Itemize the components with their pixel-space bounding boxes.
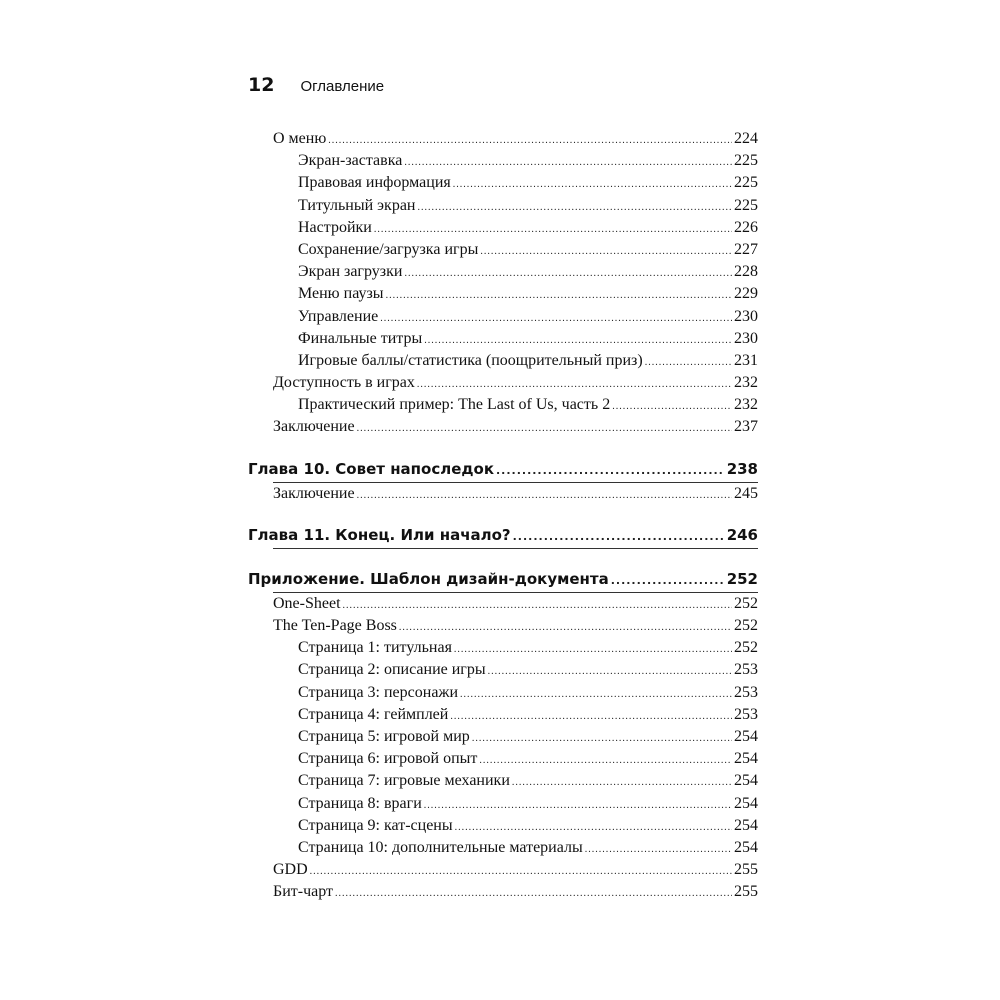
entry-title: Страница 5: игровой мир <box>298 727 470 745</box>
entry-title: Страница 7: игровые механики <box>298 772 510 790</box>
dot-leader <box>585 839 732 861</box>
entry-page-number: 254 <box>734 838 758 856</box>
entry-page-number: 253 <box>734 661 758 679</box>
toc-entry[interactable] <box>248 659 758 681</box>
chapter-entry[interactable] <box>248 523 758 547</box>
entry-title: Страница 4: геймплей <box>298 705 449 723</box>
entry-page-number: 254 <box>734 727 758 745</box>
table-of-contents <box>248 128 758 903</box>
dot-leader <box>374 219 732 241</box>
dot-leader <box>357 418 732 440</box>
dot-leader <box>512 772 732 794</box>
toc-entry[interactable] <box>248 859 758 881</box>
chapter-title: Глава 11. Конец. Или начало? <box>248 525 511 544</box>
entry-page-number: 237 <box>734 418 758 436</box>
entry-title: Заключение <box>273 418 355 436</box>
entry-page-number: 254 <box>734 794 758 812</box>
dot-leader <box>450 706 732 728</box>
entry-title: Настройки <box>298 218 372 236</box>
chapter-entry[interactable] <box>248 457 758 481</box>
entry-page-number: 226 <box>734 218 758 236</box>
dot-leader <box>453 174 732 196</box>
toc-entry[interactable] <box>248 483 758 505</box>
entry-title: Экран загрузки <box>298 263 403 281</box>
entry-title: Страница 3: персонажи <box>298 683 459 701</box>
dot-leader <box>496 459 725 483</box>
toc-entry[interactable] <box>248 261 758 283</box>
chapter-page-number: 246 <box>726 525 758 544</box>
toc-entry[interactable] <box>248 217 758 239</box>
dot-leader <box>611 569 725 593</box>
entry-page-number: 254 <box>734 772 758 790</box>
dot-leader <box>455 817 732 839</box>
entry-title: One-Sheet <box>273 594 341 612</box>
section-gap <box>248 505 758 523</box>
dot-leader <box>612 396 732 418</box>
entry-page-number: 245 <box>734 484 758 502</box>
dot-leader <box>479 750 732 772</box>
dot-leader <box>480 241 732 263</box>
dot-leader <box>417 374 732 396</box>
entry-page-number: 225 <box>734 174 758 192</box>
entry-page-number: 225 <box>734 196 758 214</box>
entry-title: Финальные титры <box>298 329 423 347</box>
dot-leader <box>328 130 732 152</box>
dot-leader <box>335 883 732 905</box>
entry-page-number: 252 <box>734 617 758 634</box>
toc-entry[interactable] <box>248 128 758 150</box>
entry-title: Заключение <box>273 484 355 502</box>
toc-entry[interactable] <box>248 283 758 305</box>
toc-entry[interactable] <box>248 637 758 659</box>
entry-page-number: 253 <box>734 705 758 723</box>
chapter-page-number: 252 <box>726 569 758 588</box>
chapter-entry[interactable] <box>248 567 758 591</box>
toc-entry[interactable] <box>248 195 758 217</box>
dot-leader <box>645 352 732 374</box>
chapter-page-number: 238 <box>726 459 758 478</box>
entry-title: Сохранение/загрузка игры <box>298 240 479 258</box>
entry-title: Правовая информация <box>298 174 451 192</box>
page-header <box>248 74 384 102</box>
entry-title: Титульный экран <box>298 196 416 214</box>
dot-leader <box>343 595 732 617</box>
toc-entry[interactable] <box>248 306 758 328</box>
entry-page-number: 225 <box>734 152 758 170</box>
toc-entry[interactable] <box>248 815 758 837</box>
dot-leader <box>460 684 732 706</box>
entry-title: The Ten-Page Boss <box>273 617 397 634</box>
entry-page-number: 253 <box>734 683 758 701</box>
toc-entry[interactable] <box>248 881 758 903</box>
toc-entry[interactable] <box>248 593 758 615</box>
dot-leader <box>399 617 732 639</box>
entry-title: Страница 6: игровой опыт <box>298 750 478 768</box>
entry-page-number: 254 <box>734 750 758 768</box>
entry-page-number: 254 <box>734 816 758 834</box>
toc-entry[interactable] <box>248 682 758 704</box>
dot-leader <box>380 308 732 330</box>
toc-entry[interactable] <box>248 350 758 372</box>
toc-entry[interactable] <box>248 770 758 792</box>
toc-entry[interactable] <box>248 172 758 194</box>
dot-leader <box>424 330 732 352</box>
entry-page-number: 224 <box>734 130 758 147</box>
page-number: 12 <box>248 74 275 96</box>
entry-page-number: 252 <box>734 594 758 612</box>
chapter-title: Глава 10. Совет напоследок <box>248 459 494 478</box>
entry-page-number: 232 <box>734 396 758 414</box>
toc-entry[interactable] <box>248 704 758 726</box>
entry-page-number: 255 <box>734 883 758 901</box>
entry-page-number: 252 <box>734 639 758 657</box>
toc-entry[interactable] <box>248 372 758 394</box>
dot-leader <box>488 661 732 683</box>
entry-title: Страница 2: описание игры <box>298 661 486 679</box>
toc-entry[interactable] <box>248 837 758 859</box>
entry-title: Меню паузы <box>298 285 384 303</box>
dot-leader <box>472 728 732 750</box>
entry-page-number: 229 <box>734 285 758 303</box>
dot-leader <box>424 795 732 817</box>
section-gap <box>248 439 758 457</box>
entry-title: Страница 8: враги <box>298 794 422 812</box>
toc-entry[interactable] <box>248 748 758 770</box>
entry-title: Страница 1: титульная <box>298 639 452 657</box>
toc-entry[interactable] <box>248 793 758 815</box>
entry-title: Управление <box>298 307 379 325</box>
entry-page-number: 231 <box>734 351 758 369</box>
toc-entry[interactable] <box>248 615 758 637</box>
entry-title: Бит-чарт <box>273 883 333 901</box>
entry-title: Страница 10: дополнительные материалы <box>298 838 583 856</box>
running-title: Оглавление <box>300 78 385 95</box>
toc-entry[interactable] <box>248 328 758 350</box>
entry-title: Страница 9: кат-сцены <box>298 816 453 834</box>
dot-leader <box>513 525 725 549</box>
entry-title: Экран-заставка <box>298 152 403 170</box>
dot-leader <box>417 197 732 219</box>
dot-leader <box>404 152 732 174</box>
entry-title: О меню <box>273 130 327 147</box>
toc-entry[interactable] <box>248 239 758 261</box>
entry-page-number: 232 <box>734 374 758 392</box>
section-gap <box>248 549 758 567</box>
dot-leader <box>454 639 732 661</box>
entry-title: GDD <box>273 861 308 879</box>
chapter-title: Приложение. Шаблон дизайн-документа <box>248 569 609 588</box>
toc-entry[interactable] <box>248 394 758 416</box>
entry-page-number: 255 <box>734 861 758 879</box>
entry-page-number: 230 <box>734 307 758 325</box>
entry-title: Практический пример: The Last of Us, часть 2 <box>298 396 611 414</box>
entry-title: Игровые баллы/статистика (поощрительный приз) <box>298 351 643 369</box>
dot-leader <box>404 263 732 285</box>
entry-page-number: 230 <box>734 329 758 347</box>
dot-leader <box>310 861 732 883</box>
toc-entry[interactable] <box>248 726 758 748</box>
toc-entry[interactable] <box>248 150 758 172</box>
dot-leader <box>357 485 732 507</box>
entry-page-number: 228 <box>734 263 758 281</box>
dot-leader <box>386 285 732 307</box>
entry-title: Доступность в играх <box>273 374 415 392</box>
toc-entry[interactable] <box>248 416 758 438</box>
entry-page-number: 227 <box>734 240 758 258</box>
